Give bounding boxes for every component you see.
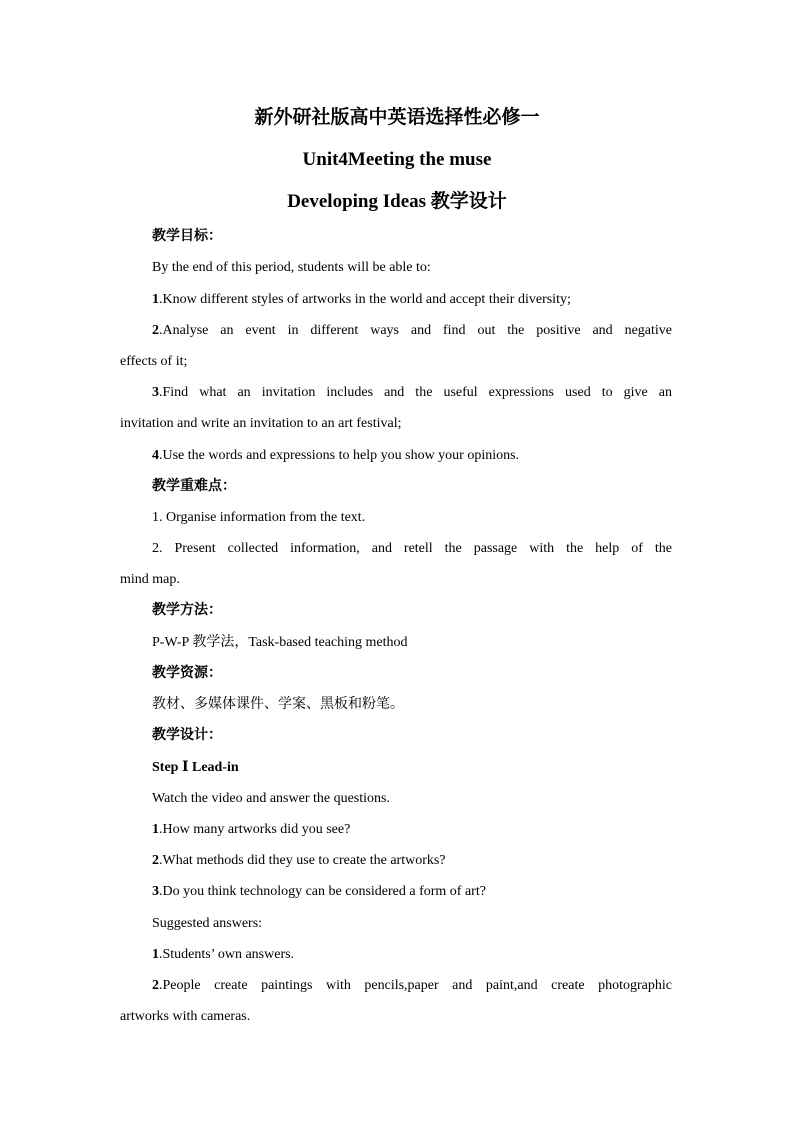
step-label: Step Ⅰ Lead-in — [152, 760, 239, 775]
objective-number: 1 — [152, 292, 159, 307]
resources-heading: 教学资源： — [152, 666, 222, 681]
objective-text: .Use the words and expressions to help you show your opinions. — [159, 448, 520, 463]
objective-item-4 — [152, 447, 519, 465]
question-text: .What methods did they use to create the artworks? — [159, 853, 446, 868]
answer-item-1 — [152, 946, 294, 964]
objective-item-3-cont: invitation and write an invitation to an art festival; — [120, 416, 402, 431]
step-instruction: Watch the video and answer the questions. — [152, 791, 390, 806]
question-item-3 — [152, 883, 486, 901]
answers-heading: Suggested answers: — [152, 916, 263, 931]
question-item-2 — [152, 852, 446, 870]
key-point-item-1: 1. Organise information from the text. — [152, 510, 366, 525]
answer-text: .Students’ own answers. — [159, 947, 295, 962]
question-item-1 — [152, 821, 350, 839]
objective-number: 3 — [152, 385, 159, 400]
methods-text: P-W-P 教学法，Task-based teaching method — [152, 635, 408, 650]
methods-heading: 教学方法： — [152, 603, 222, 618]
question-number: 2 — [152, 853, 159, 868]
objective-number: 2 — [152, 323, 159, 338]
key-point-item-2-cont: mind map. — [120, 572, 180, 587]
question-number: 3 — [152, 884, 159, 899]
objective-number: 4 — [152, 448, 159, 463]
question-text: .How many artworks did you see? — [159, 822, 351, 837]
objective-item-2 — [152, 322, 672, 340]
answer-item-2-cont: artworks with cameras. — [120, 1009, 251, 1024]
doc-title-line-2: Unit4Meeting the muse — [302, 149, 492, 170]
doc-title-line-1: 新外研社版高中英语选择性必修一 — [254, 107, 540, 128]
design-heading: 教学设计： — [152, 728, 222, 743]
key-points-heading: 教学重难点： — [152, 479, 236, 494]
objective-text: .Analyse an event in different ways and find out the positive and negative — [159, 323, 672, 338]
objective-item-2-cont: effects of it; — [120, 354, 188, 369]
objective-text: .Find what an invitation includes and the useful expressions used to give an — [159, 385, 672, 400]
objectives-heading: 教学目标： — [152, 229, 222, 244]
resources-text: 教材、多媒体课件、学案、黑板和粉笔。 — [152, 697, 404, 712]
answer-number: 1 — [152, 947, 159, 962]
objective-item-1 — [152, 291, 571, 309]
key-point-item-2: 2. Present collected information, and retell the passage with the help of the — [152, 541, 672, 556]
objective-item-3 — [152, 384, 672, 402]
question-text: .Do you think technology can be considered a form of art? — [159, 884, 486, 899]
question-number: 1 — [152, 822, 159, 837]
answer-number: 2 — [152, 978, 159, 993]
answer-text: .People create paintings with pencils,paper and paint,and create photographic — [159, 978, 672, 993]
objective-text: .Know different styles of artworks in the world and accept their diversity; — [159, 292, 571, 307]
answer-item-2 — [152, 977, 672, 995]
doc-title-line-3: Developing Ideas 教学设计 — [287, 191, 507, 212]
objectives-intro: By the end of this period, students will be able to: — [152, 260, 431, 275]
